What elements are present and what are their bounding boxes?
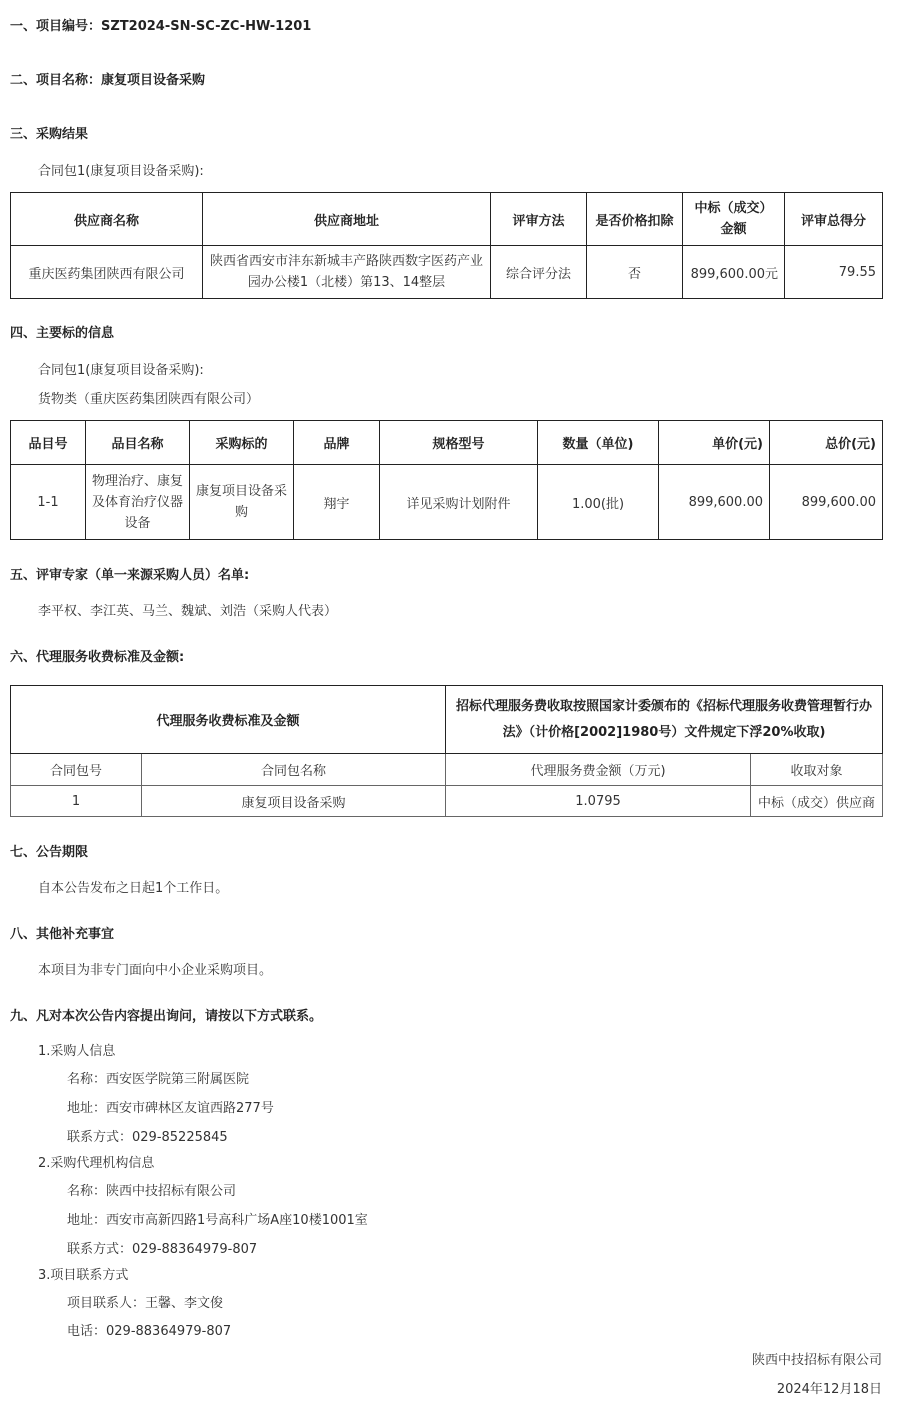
header-cell: 供应商名称 bbox=[11, 193, 203, 246]
header-cell: 收取对象 bbox=[751, 754, 883, 786]
table-header-row bbox=[11, 421, 883, 465]
fee-standard-header: 代理服务收费标准及金额 bbox=[11, 686, 446, 754]
purchaser-name: 名称：西安医学院第三附属医院 bbox=[67, 1072, 250, 1087]
total-price-cell: 899,600.00 bbox=[770, 465, 883, 540]
supplier-name-cell: 重庆医药集团陕西有限公司 bbox=[11, 246, 203, 299]
spec-cell: 详见采购计划附件 bbox=[380, 465, 538, 540]
project-contact-phone: 电话：029-88364979-807 bbox=[67, 1324, 232, 1339]
price-deduction-cell: 否 bbox=[587, 246, 683, 299]
purchaser-phone: 联系方式：029-85225845 bbox=[67, 1130, 228, 1145]
project-name-heading: 二、项目名称：康复项目设备采购 bbox=[10, 73, 206, 88]
item-name-cell: 物理治疗、康复及体育治疗仪器设备 bbox=[86, 465, 190, 540]
package-name-cell: 康复项目设备采购 bbox=[142, 786, 446, 817]
header-cell: 单价(元) bbox=[659, 421, 770, 465]
table-row bbox=[11, 786, 883, 817]
contact-heading: 九、凡对本次公告内容提出询问，请按以下方式联系。 bbox=[10, 1009, 323, 1024]
header-cell: 品目号 bbox=[11, 421, 86, 465]
header-cell: 是否价格扣除 bbox=[587, 193, 683, 246]
agency-phone: 联系方式：029-88364979-807 bbox=[67, 1242, 258, 1257]
fee-amount-cell: 1.0795 bbox=[446, 786, 751, 817]
agency-address: 地址：西安市高新四路1号高科广场A座10楼1001室 bbox=[67, 1213, 368, 1228]
other-matters-heading: 八、其他补充事宜 bbox=[10, 927, 115, 942]
header-cell: 代理服务费金额（万元) bbox=[446, 754, 751, 786]
header-cell: 品目名称 bbox=[86, 421, 190, 465]
item-number-cell: 1-1 bbox=[11, 465, 86, 540]
item-category-label: 货物类（重庆医药集团陕西有限公司） bbox=[38, 392, 260, 407]
brand-cell: 翔宇 bbox=[294, 465, 380, 540]
footer-company: 陕西中技招标有限公司 bbox=[751, 1353, 882, 1368]
expert-list-heading: 五、评审专家（单一来源采购人员）名单: bbox=[10, 568, 250, 583]
total-score-cell: 79.55 bbox=[785, 246, 883, 299]
result-table bbox=[10, 192, 883, 299]
agency-fee-heading: 六、代理服务收费标准及金额: bbox=[10, 650, 185, 665]
review-method-cell: 综合评分法 bbox=[491, 246, 587, 299]
header-cell: 供应商地址 bbox=[203, 193, 491, 246]
procurement-result-heading: 三、采购结果 bbox=[10, 127, 89, 142]
notice-period-text: 自本公告发布之日起1个工作日。 bbox=[38, 881, 229, 896]
table-row bbox=[11, 246, 883, 299]
fee-rule-header: 招标代理服务费收取按照国家计委颁布的《招标代理服务收费管理暂行办法》（计价格[2002]1980号）文件规定下浮20%收取) bbox=[446, 686, 883, 754]
project-contact-persons: 项目联系人：王馨、李文俊 bbox=[67, 1296, 224, 1311]
fee-payer-cell: 中标（成交）供应商 bbox=[751, 786, 883, 817]
purchaser-address: 地址：西安市碑林区友谊西路277号 bbox=[67, 1101, 274, 1116]
supplier-address-cell: 陕西省西安市沣东新城丰产路陕西数字医药产业园办公楼1（北楼）第13、14整层 bbox=[203, 246, 491, 299]
header-cell: 合同包名称 bbox=[142, 754, 446, 786]
agency-name: 名称：陕西中技招标有限公司 bbox=[67, 1184, 237, 1199]
purchaser-info-title: 1.采购人信息 bbox=[38, 1044, 116, 1059]
header-cell: 采购标的 bbox=[190, 421, 294, 465]
header-cell: 评审总得分 bbox=[785, 193, 883, 246]
table-header-row bbox=[11, 686, 883, 754]
bid-amount-cell: 899,600.00元 bbox=[683, 246, 785, 299]
item-table bbox=[10, 420, 883, 540]
header-cell: 数量（单位) bbox=[538, 421, 659, 465]
header-cell: 中标（成交）金额 bbox=[683, 193, 785, 246]
header-cell: 评审方法 bbox=[491, 193, 587, 246]
package-number-cell: 1 bbox=[11, 786, 142, 817]
main-item-heading: 四、主要标的信息 bbox=[10, 326, 115, 341]
header-cell: 总价(元) bbox=[770, 421, 883, 465]
header-cell: 品牌 bbox=[294, 421, 380, 465]
other-matters-text: 本项目为非专门面向中小企业采购项目。 bbox=[38, 963, 273, 978]
procurement-subject-cell: 康复项目设备采购 bbox=[190, 465, 294, 540]
unit-price-cell: 899,600.00 bbox=[659, 465, 770, 540]
table-row bbox=[11, 465, 883, 540]
notice-period-heading: 七、公告期限 bbox=[10, 845, 89, 860]
result-package-label: 合同包1(康复项目设备采购): bbox=[38, 164, 204, 179]
header-cell: 规格型号 bbox=[380, 421, 538, 465]
header-cell: 合同包号 bbox=[11, 754, 142, 786]
item-package-label: 合同包1(康复项目设备采购): bbox=[38, 363, 204, 378]
project-contact-title: 3.项目联系方式 bbox=[38, 1268, 129, 1283]
table-header-row bbox=[11, 193, 883, 246]
expert-names: 李平权、李江英、马兰、魏斌、刘浩（采购人代表） bbox=[38, 604, 338, 619]
footer-date: 2024年12月18日 bbox=[776, 1382, 882, 1397]
agency-info-title: 2.采购代理机构信息 bbox=[38, 1156, 155, 1171]
project-number-heading: 一、项目编号：SZT2024-SN-SC-ZC-HW-1201 bbox=[10, 19, 312, 34]
table-header-row bbox=[11, 754, 883, 786]
agency-fee-table bbox=[10, 685, 883, 817]
quantity-cell: 1.00(批) bbox=[538, 465, 659, 540]
